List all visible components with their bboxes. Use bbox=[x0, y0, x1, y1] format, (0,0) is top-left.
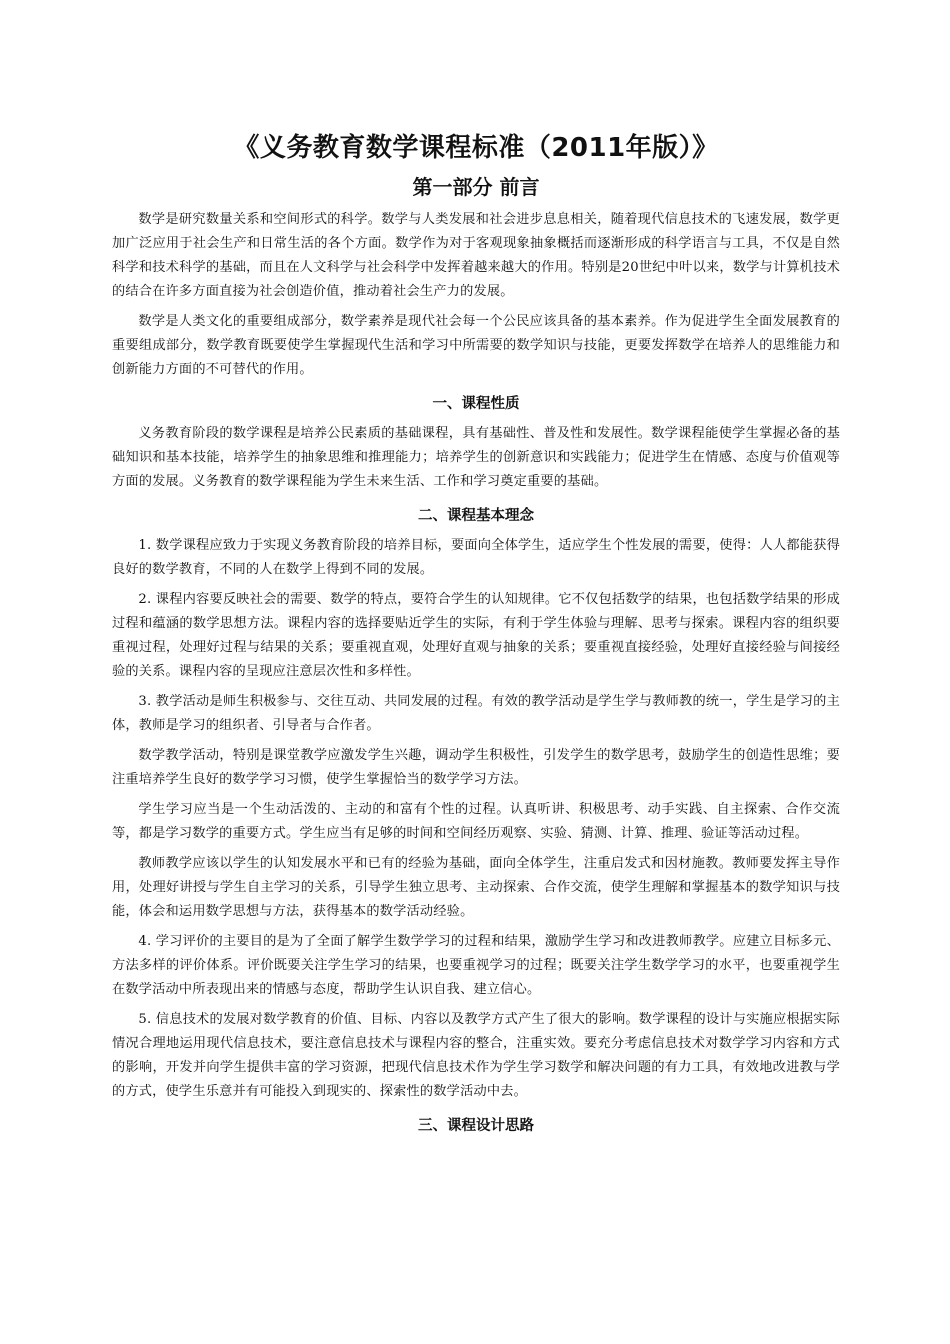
body-paragraph: 数学教学活动，特别是课堂教学应激发学生兴趣，调动学生积极性，引发学生的数学思考，鼓励学生的创造性思维；要注重培养学生良好的数学学习习惯，使学生掌握恰当的数学学习方法。 bbox=[112, 748, 840, 787]
body-paragraph: 学生学习应当是一个生动活泼的、主动的和富有个性的过程。认真听讲、积极思考、动手实践、自主探索、合作交流等，都是学习数学的重要方式。学生应当有足够的时间和空间经历观察、实验、猜测、计算、推理、验证等活动过程。 bbox=[112, 802, 840, 841]
body-paragraph: 4. 学习评价的主要目的是为了全面了解学生数学学习的过程和结果，激励学生学习和改进教师教学。应建立目标多元、方法多样的评价体系。评价既要关注学生学习的结果，也要重视学习的过程；既要关注学生数学学习的水平，也要重视学生在数学活动中所表现出来的情感与态度，帮助学生认识自我、建立信心。 bbox=[112, 934, 840, 997]
intro-paragraph: 数学是研究数量关系和空间形式的科学。数学与人类发展和社会进步息息相关，随着现代信息技术的飞速发展，数学更加广泛应用于社会生产和日常生活的各个方面。数学作为对于客观现象抽象概括而逐渐形成的科学语言与工具，不仅是自然科学和技术科学的基础，而且在人文科学与社会科学中发挥着越来越大的作用。特别是20世纪中叶以来，数学与计算机技术的结合在许多方面直接为社会创造价值，推动着社会生产力的发展。 bbox=[112, 212, 840, 299]
document-page bbox=[112, 128, 840, 1144]
body-paragraph: 义务教育阶段的数学课程是培养公民素质的基础课程，具有基础性、普及性和发展性。数学课程能使学生掌握必备的基础知识和基本技能，培养学生的抽象思维和推理能力；培养学生的创新意识和实践能力；促进学生在情感、态度与价值观等方面的发展。义务教育的数学课程能为学生未来生活、工作和学习奠定重要的基础。 bbox=[112, 426, 840, 489]
body-paragraph: 5. 信息技术的发展对数学教育的价值、目标、内容以及教学方式产生了很大的影响。数学课程的设计与实施应根据实际情况合理地运用现代信息技术，要注意信息技术与课程内容的整合，注重实效。要充分考虑信息技术对数学学习内容和方式的影响，开发并向学生提供丰富的学习资源，把现代信息技术作为学生学习数学和解决问题的有力工具，有效地改进教与学的方式，使学生乐意并有可能投入到现实的、探索性的数学活动中去。 bbox=[112, 1012, 840, 1099]
body-paragraph: 3. 教学活动是师生积极参与、交往互动、共同发展的过程。有效的教学活动是学生学与教师教的统一，学生是学习的主体，教师是学习的组织者、引导者与合作者。 bbox=[112, 694, 840, 733]
body-paragraph: 2. 课程内容要反映社会的需要、数学的特点，要符合学生的认知规律。它不仅包括数学的结果，也包括数学结果的形成过程和蕴涵的数学思想方法。课程内容的选择要贴近学生的实际，有利于学生体验与理解、思考与探索。课程内容的组织要重视过程，处理好过程与结果的关系；要重视直观，处理好直观与抽象的关系；要重视直接经验，处理好直接经验与间接经验的关系。课程内容的呈现应注意层次性和多样性。 bbox=[112, 592, 840, 679]
section-heading-course-nature: 一、课程性质 bbox=[432, 396, 520, 412]
document-title: 《义务教育数学课程标准（2011年版）》 bbox=[233, 133, 719, 163]
part-title: 第一部分 前言 bbox=[412, 175, 540, 199]
body-paragraph: 教师教学应该以学生的认知发展水平和已有的经验为基础，面向全体学生，注重启发式和因材施教。教师要发挥主导作用，处理好讲授与学生自主学习的关系，引导学生独立思考、主动探索、合作交流，使学生理解和掌握基本的数学知识与技能，体会和运用数学思想与方法，获得基本的数学活动经验。 bbox=[112, 856, 840, 919]
intro-paragraph: 数学是人类文化的重要组成部分，数学素养是现代社会每一个公民应该具备的基本素养。作为促进学生全面发展教育的重要组成部分，数学教育既要使学生掌握现代生活和学习中所需要的数学知识与技能，更要发挥数学在培养人的思维能力和创新能力方面的不可替代的作用。 bbox=[112, 314, 840, 377]
body-paragraph: 1. 数学课程应致力于实现义务教育阶段的培养目标，要面向全体学生，适应学生个性发展的需要，使得：人人都能获得良好的数学教育，不同的人在数学上得到不同的发展。 bbox=[112, 538, 840, 577]
section-heading-design-ideas: 三、课程设计思路 bbox=[418, 1118, 534, 1134]
section-heading-basic-concepts: 二、课程基本理念 bbox=[418, 508, 534, 524]
